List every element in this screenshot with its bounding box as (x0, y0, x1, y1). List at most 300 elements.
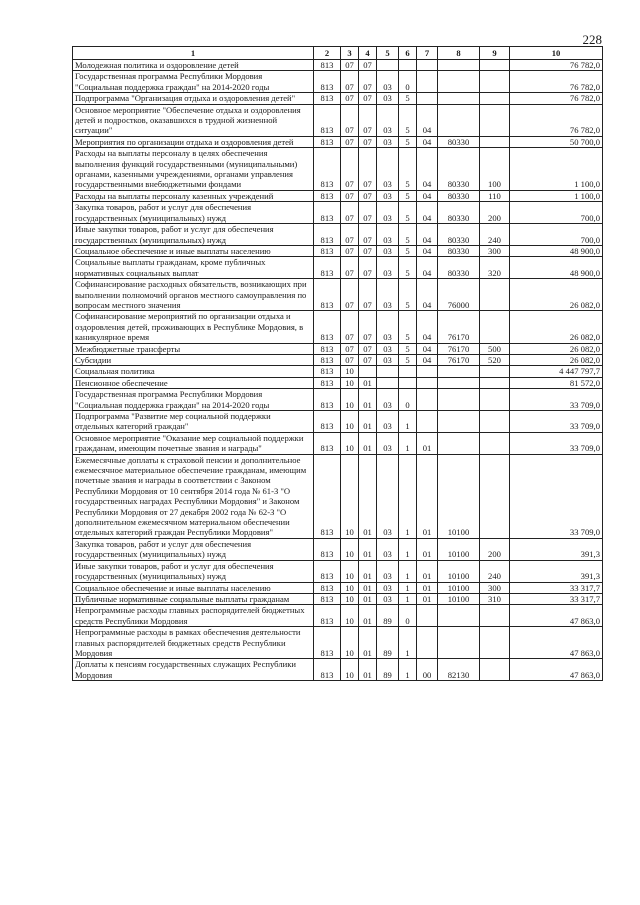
expense-type-cell: 300 (480, 245, 510, 256)
ministry-code-cell: 813 (314, 366, 341, 377)
amount-cell: 50 700,0 (510, 136, 603, 147)
ministry-code-cell: 813 (314, 582, 341, 593)
section-cell: 07 (341, 224, 359, 246)
direction-cell (438, 605, 480, 627)
section-cell: 07 (341, 148, 359, 191)
subprogram-cell: 1 (399, 454, 417, 538)
table-row (73, 257, 603, 279)
header-cell-10: 10 (510, 47, 603, 60)
section-cell: 10 (341, 593, 359, 604)
expense-type-cell (480, 659, 510, 681)
subsection-cell: 07 (359, 224, 377, 246)
direction-cell: 80330 (438, 136, 480, 147)
expense-name-cell: Публичные нормативные социальные выплаты гражданам (73, 593, 314, 604)
ministry-code-cell: 813 (314, 411, 341, 433)
section-cell: 10 (341, 411, 359, 433)
table-row (73, 190, 603, 201)
expense-type-cell: 520 (480, 354, 510, 365)
direction-cell (438, 377, 480, 388)
direction-cell: 10100 (438, 582, 480, 593)
expense-type-cell: 240 (480, 560, 510, 582)
program-cell: 03 (377, 136, 399, 147)
expense-name-cell: Государственная программа Республики Мордовия "Социальная поддержка граждан" на 2014-2020 годы (73, 389, 314, 411)
ministry-code-cell: 813 (314, 136, 341, 147)
expense-type-cell: 100 (480, 148, 510, 191)
measure-cell: 00 (417, 659, 438, 681)
program-cell: 03 (377, 190, 399, 201)
subprogram-cell: 0 (399, 605, 417, 627)
expense-name-cell: Непрограммные расходы в рамках обеспечения деятельности главных распорядителей бюджетных средств Республики Мордовия (73, 627, 314, 659)
header-cell-8: 8 (438, 47, 480, 60)
measure-cell: 04 (417, 279, 438, 311)
direction-cell: 76170 (438, 311, 480, 343)
section-cell: 07 (341, 71, 359, 93)
direction-cell: 80330 (438, 148, 480, 191)
amount-cell: 48 900,0 (510, 245, 603, 256)
subsection-cell: 07 (359, 311, 377, 343)
amount-cell: 33 709,0 (510, 454, 603, 538)
direction-cell: 76000 (438, 279, 480, 311)
section-cell: 07 (341, 257, 359, 279)
subprogram-cell: 0 (399, 389, 417, 411)
measure-cell (417, 71, 438, 93)
measure-cell: 01 (417, 432, 438, 454)
subsection-cell (359, 366, 377, 377)
section-cell: 10 (341, 627, 359, 659)
section-cell: 07 (341, 311, 359, 343)
table-row (73, 411, 603, 433)
amount-cell: 1 100,0 (510, 148, 603, 191)
ministry-code-cell: 813 (314, 354, 341, 365)
section-cell: 10 (341, 389, 359, 411)
amount-cell: 26 082,0 (510, 343, 603, 354)
expense-name-cell: Закупка товаров, работ и услуг для обеспечения государственных (муниципальных) нужд (73, 202, 314, 224)
program-cell: 03 (377, 432, 399, 454)
table-row (73, 593, 603, 604)
table-row (73, 377, 603, 388)
subsection-cell: 07 (359, 60, 377, 71)
table-row (73, 136, 603, 147)
expense-name-cell: Государственная программа Республики Мордовия "Социальная поддержка граждан" на 2014-2020 годы (73, 71, 314, 93)
subprogram-cell: 1 (399, 432, 417, 454)
section-cell: 10 (341, 582, 359, 593)
amount-cell: 26 082,0 (510, 311, 603, 343)
program-cell: 03 (377, 245, 399, 256)
amount-cell: 48 900,0 (510, 257, 603, 279)
measure-cell: 01 (417, 538, 438, 560)
subsection-cell: 01 (359, 377, 377, 388)
subsection-cell: 07 (359, 343, 377, 354)
direction-cell (438, 411, 480, 433)
expense-name-cell: Софинансирование расходных обязательств, возникающих при выполнении полномочий органов местного самоуправления по вопросам местного значения (73, 279, 314, 311)
direction-cell: 10100 (438, 593, 480, 604)
subprogram-cell: 5 (399, 202, 417, 224)
table-row (73, 560, 603, 582)
expense-name-cell: Расходы на выплаты персоналу казенных учреждений (73, 190, 314, 201)
expense-type-cell (480, 432, 510, 454)
direction-cell: 10100 (438, 560, 480, 582)
direction-cell: 80330 (438, 245, 480, 256)
expense-name-cell: Социальная политика (73, 366, 314, 377)
subprogram-cell: 1 (399, 411, 417, 433)
program-cell: 03 (377, 411, 399, 433)
subprogram-cell: 5 (399, 257, 417, 279)
header-cell-3: 3 (341, 47, 359, 60)
program-cell: 03 (377, 454, 399, 538)
table-row (73, 224, 603, 246)
subprogram-cell: 5 (399, 136, 417, 147)
table-row (73, 202, 603, 224)
table-row (73, 366, 603, 377)
subprogram-cell: 5 (399, 279, 417, 311)
subsection-cell: 01 (359, 454, 377, 538)
expense-name-cell: Молодежная политика и оздоровление детей (73, 60, 314, 71)
table-row (73, 627, 603, 659)
measure-cell (417, 389, 438, 411)
program-cell: 03 (377, 343, 399, 354)
measure-cell: 04 (417, 136, 438, 147)
program-cell (377, 377, 399, 388)
expense-type-cell (480, 104, 510, 136)
section-cell: 07 (341, 60, 359, 71)
budget-table (72, 46, 603, 681)
section-cell: 07 (341, 343, 359, 354)
header-cell-1: 1 (73, 47, 314, 60)
ministry-code-cell: 813 (314, 202, 341, 224)
expense-name-cell: Социальное обеспечение и иные выплаты населению (73, 245, 314, 256)
expense-name-cell: Субсидии (73, 354, 314, 365)
program-cell: 03 (377, 202, 399, 224)
subsection-cell: 07 (359, 71, 377, 93)
subsection-cell: 07 (359, 257, 377, 279)
subprogram-cell: 1 (399, 659, 417, 681)
subsection-cell: 01 (359, 411, 377, 433)
amount-cell: 33 317,7 (510, 582, 603, 593)
expense-name-cell: Межбюджетные трансферты (73, 343, 314, 354)
subsection-cell: 01 (359, 560, 377, 582)
expense-name-cell: Иные закупки товаров, работ и услуг для обеспечения государственных (муниципальных) нужд (73, 224, 314, 246)
ministry-code-cell: 813 (314, 148, 341, 191)
program-cell: 03 (377, 224, 399, 246)
ministry-code-cell: 813 (314, 60, 341, 71)
subsection-cell: 01 (359, 605, 377, 627)
ministry-code-cell: 813 (314, 454, 341, 538)
section-cell: 07 (341, 136, 359, 147)
subprogram-cell: 1 (399, 560, 417, 582)
subprogram-cell: 5 (399, 148, 417, 191)
subprogram-cell: 5 (399, 190, 417, 201)
direction-cell: 82130 (438, 659, 480, 681)
program-cell: 03 (377, 311, 399, 343)
header-row (73, 47, 603, 60)
measure-cell: 01 (417, 582, 438, 593)
measure-cell: 04 (417, 343, 438, 354)
expense-type-cell: 240 (480, 224, 510, 246)
ministry-code-cell: 813 (314, 93, 341, 104)
subsection-cell: 01 (359, 432, 377, 454)
table-row (73, 432, 603, 454)
header-cell-9: 9 (480, 47, 510, 60)
amount-cell: 76 782,0 (510, 60, 603, 71)
ministry-code-cell: 813 (314, 245, 341, 256)
subsection-cell: 01 (359, 593, 377, 604)
expense-type-cell (480, 93, 510, 104)
table-row (73, 605, 603, 627)
subsection-cell: 01 (359, 538, 377, 560)
expense-name-cell: Расходы на выплаты персоналу в целях обеспечения выполнения функций государственными (муниципальными) органами, казенными учреждениями, органами управления государственными внебюджетными фондами (73, 148, 314, 191)
expense-type-cell (480, 389, 510, 411)
program-cell: 03 (377, 257, 399, 279)
direction-cell: 80330 (438, 190, 480, 201)
direction-cell (438, 60, 480, 71)
table-row (73, 104, 603, 136)
ministry-code-cell: 813 (314, 538, 341, 560)
program-cell: 03 (377, 148, 399, 191)
direction-cell: 76170 (438, 354, 480, 365)
expense-name-cell: Ежемесячные доплаты к страховой пенсии и дополнительное ежемесячное материальное обеспечение гражданам, имеющим почетные звания и награды в соответствии с Законом Республики Мордовия от 10 сентября 2014 года № 61-З "О государственных наградах Республики Мордовия" и Законом Республики Мордовия от 27 декабря 2002 года № 62-З "О дополнительном ежемесячном материальном обеспечении отдельных категорий граждан Республики Мордовия" (73, 454, 314, 538)
subprogram-cell: 5 (399, 245, 417, 256)
amount-cell: 26 082,0 (510, 279, 603, 311)
ministry-code-cell: 813 (314, 257, 341, 279)
table-header (73, 47, 603, 60)
expense-name-cell: Подпрограмма "Развитие мер социальной поддержки отдельных категорий граждан" (73, 411, 314, 433)
program-cell: 89 (377, 627, 399, 659)
expense-type-cell (480, 136, 510, 147)
measure-cell: 04 (417, 190, 438, 201)
section-cell: 10 (341, 560, 359, 582)
page-number: 228 (582, 32, 602, 47)
expense-name-cell: Иные закупки товаров, работ и услуг для обеспечения государственных (муниципальных) нужд (73, 560, 314, 582)
table-row (73, 311, 603, 343)
subprogram-cell: 5 (399, 224, 417, 246)
amount-cell: 33 709,0 (510, 432, 603, 454)
subsection-cell: 07 (359, 93, 377, 104)
program-cell: 03 (377, 354, 399, 365)
expense-type-cell: 310 (480, 593, 510, 604)
header-cell-4: 4 (359, 47, 377, 60)
program-cell: 89 (377, 605, 399, 627)
expense-type-cell (480, 279, 510, 311)
measure-cell: 04 (417, 245, 438, 256)
program-cell: 89 (377, 659, 399, 681)
measure-cell (417, 93, 438, 104)
table-row (73, 659, 603, 681)
expense-type-cell: 200 (480, 538, 510, 560)
subprogram-cell: 5 (399, 93, 417, 104)
ministry-code-cell: 813 (314, 343, 341, 354)
expense-type-cell (480, 454, 510, 538)
amount-cell: 33 709,0 (510, 411, 603, 433)
ministry-code-cell: 813 (314, 279, 341, 311)
expense-type-cell (480, 411, 510, 433)
table-row (73, 148, 603, 191)
expense-type-cell (480, 366, 510, 377)
measure-cell (417, 377, 438, 388)
ministry-code-cell: 813 (314, 432, 341, 454)
table-row (73, 389, 603, 411)
expense-name-cell: Социальные выплаты гражданам, кроме публичных нормативных социальных выплат (73, 257, 314, 279)
table-row (73, 245, 603, 256)
expense-name-cell: Закупка товаров, работ и услуг для обеспечения государственных (муниципальных) нужд (73, 538, 314, 560)
subprogram-cell (399, 60, 417, 71)
amount-cell: 700,0 (510, 224, 603, 246)
program-cell: 03 (377, 560, 399, 582)
amount-cell: 4 447 797,7 (510, 366, 603, 377)
subsection-cell: 07 (359, 245, 377, 256)
subsection-cell: 07 (359, 354, 377, 365)
measure-cell (417, 60, 438, 71)
amount-cell: 391,3 (510, 560, 603, 582)
ministry-code-cell: 813 (314, 190, 341, 201)
header-cell-5: 5 (377, 47, 399, 60)
direction-cell: 10100 (438, 454, 480, 538)
section-cell: 10 (341, 377, 359, 388)
subprogram-cell: 5 (399, 354, 417, 365)
section-cell: 07 (341, 245, 359, 256)
table-row (73, 354, 603, 365)
expense-name-cell: Основное мероприятие "Обеспечение отдыха и оздоровления детей и подростков, оказавшихся в трудной жизненной ситуации" (73, 104, 314, 136)
section-cell: 07 (341, 104, 359, 136)
ministry-code-cell: 813 (314, 593, 341, 604)
measure-cell (417, 605, 438, 627)
subprogram-cell: 0 (399, 71, 417, 93)
ministry-code-cell: 813 (314, 311, 341, 343)
subprogram-cell (399, 366, 417, 377)
table-row (73, 60, 603, 71)
direction-cell (438, 432, 480, 454)
subsection-cell: 07 (359, 190, 377, 201)
subprogram-cell (399, 377, 417, 388)
subprogram-cell: 1 (399, 582, 417, 593)
program-cell: 03 (377, 71, 399, 93)
section-cell: 07 (341, 93, 359, 104)
ministry-code-cell: 813 (314, 224, 341, 246)
measure-cell: 01 (417, 454, 438, 538)
amount-cell: 47 863,0 (510, 659, 603, 681)
table-row (73, 93, 603, 104)
program-cell: 03 (377, 582, 399, 593)
expense-name-cell: Софинансирование мероприятий по организации отдыха и оздоровления детей, проживающих в Республике Мордовия, в каникулярное время (73, 311, 314, 343)
program-cell: 03 (377, 104, 399, 136)
expense-name-cell: Основное мероприятие "Оказание мер социальной поддержки гражданам, имеющим почетные звания и награды" (73, 432, 314, 454)
table-row (73, 454, 603, 538)
table-row (73, 279, 603, 311)
expense-type-cell (480, 377, 510, 388)
expense-type-cell: 200 (480, 202, 510, 224)
expense-type-cell: 300 (480, 582, 510, 593)
expense-name-cell: Пенсионное обеспечение (73, 377, 314, 388)
direction-cell: 76170 (438, 343, 480, 354)
program-cell: 03 (377, 538, 399, 560)
amount-cell: 47 863,0 (510, 605, 603, 627)
ministry-code-cell: 813 (314, 560, 341, 582)
direction-cell (438, 104, 480, 136)
measure-cell (417, 627, 438, 659)
program-cell (377, 366, 399, 377)
ministry-code-cell: 813 (314, 659, 341, 681)
ministry-code-cell: 813 (314, 627, 341, 659)
measure-cell: 04 (417, 202, 438, 224)
program-cell (377, 60, 399, 71)
program-cell: 03 (377, 593, 399, 604)
direction-cell: 80330 (438, 257, 480, 279)
subprogram-cell: 5 (399, 104, 417, 136)
measure-cell: 04 (417, 104, 438, 136)
program-cell: 03 (377, 389, 399, 411)
direction-cell: 80330 (438, 224, 480, 246)
section-cell: 10 (341, 366, 359, 377)
expense-type-cell (480, 60, 510, 71)
expense-type-cell (480, 311, 510, 343)
direction-cell (438, 389, 480, 411)
ministry-code-cell: 813 (314, 605, 341, 627)
subsection-cell: 07 (359, 279, 377, 311)
subsection-cell: 07 (359, 136, 377, 147)
expense-type-cell (480, 627, 510, 659)
section-cell: 10 (341, 605, 359, 627)
direction-cell (438, 71, 480, 93)
subsection-cell: 01 (359, 582, 377, 593)
subprogram-cell: 1 (399, 593, 417, 604)
program-cell: 03 (377, 93, 399, 104)
section-cell: 10 (341, 538, 359, 560)
measure-cell: 04 (417, 257, 438, 279)
header-cell-6: 6 (399, 47, 417, 60)
direction-cell: 80330 (438, 202, 480, 224)
direction-cell: 10100 (438, 538, 480, 560)
section-cell: 07 (341, 190, 359, 201)
subsection-cell: 07 (359, 202, 377, 224)
table-row (73, 343, 603, 354)
subsection-cell: 01 (359, 389, 377, 411)
amount-cell: 81 572,0 (510, 377, 603, 388)
direction-cell (438, 627, 480, 659)
amount-cell: 76 782,0 (510, 104, 603, 136)
table-row (73, 582, 603, 593)
subprogram-cell: 1 (399, 627, 417, 659)
direction-cell (438, 93, 480, 104)
subsection-cell: 07 (359, 104, 377, 136)
subprogram-cell: 5 (399, 311, 417, 343)
amount-cell: 33 317,7 (510, 593, 603, 604)
measure-cell (417, 411, 438, 433)
amount-cell: 76 782,0 (510, 71, 603, 93)
ministry-code-cell: 813 (314, 389, 341, 411)
expense-type-cell: 500 (480, 343, 510, 354)
amount-cell: 1 100,0 (510, 190, 603, 201)
table-row (73, 538, 603, 560)
measure-cell: 01 (417, 560, 438, 582)
table-row (73, 71, 603, 93)
expense-type-cell: 320 (480, 257, 510, 279)
expense-name-cell: Социальное обеспечение и иные выплаты населению (73, 582, 314, 593)
amount-cell: 33 709,0 (510, 389, 603, 411)
program-cell: 03 (377, 279, 399, 311)
section-cell: 10 (341, 659, 359, 681)
section-cell: 10 (341, 432, 359, 454)
amount-cell: 47 863,0 (510, 627, 603, 659)
ministry-code-cell: 813 (314, 104, 341, 136)
subsection-cell: 01 (359, 627, 377, 659)
measure-cell: 01 (417, 593, 438, 604)
expense-name-cell: Доплаты к пенсиям государственных служащих Республики Мордовия (73, 659, 314, 681)
table-body (73, 60, 603, 681)
amount-cell: 76 782,0 (510, 93, 603, 104)
amount-cell: 700,0 (510, 202, 603, 224)
ministry-code-cell: 813 (314, 71, 341, 93)
amount-cell: 26 082,0 (510, 354, 603, 365)
expense-type-cell (480, 605, 510, 627)
